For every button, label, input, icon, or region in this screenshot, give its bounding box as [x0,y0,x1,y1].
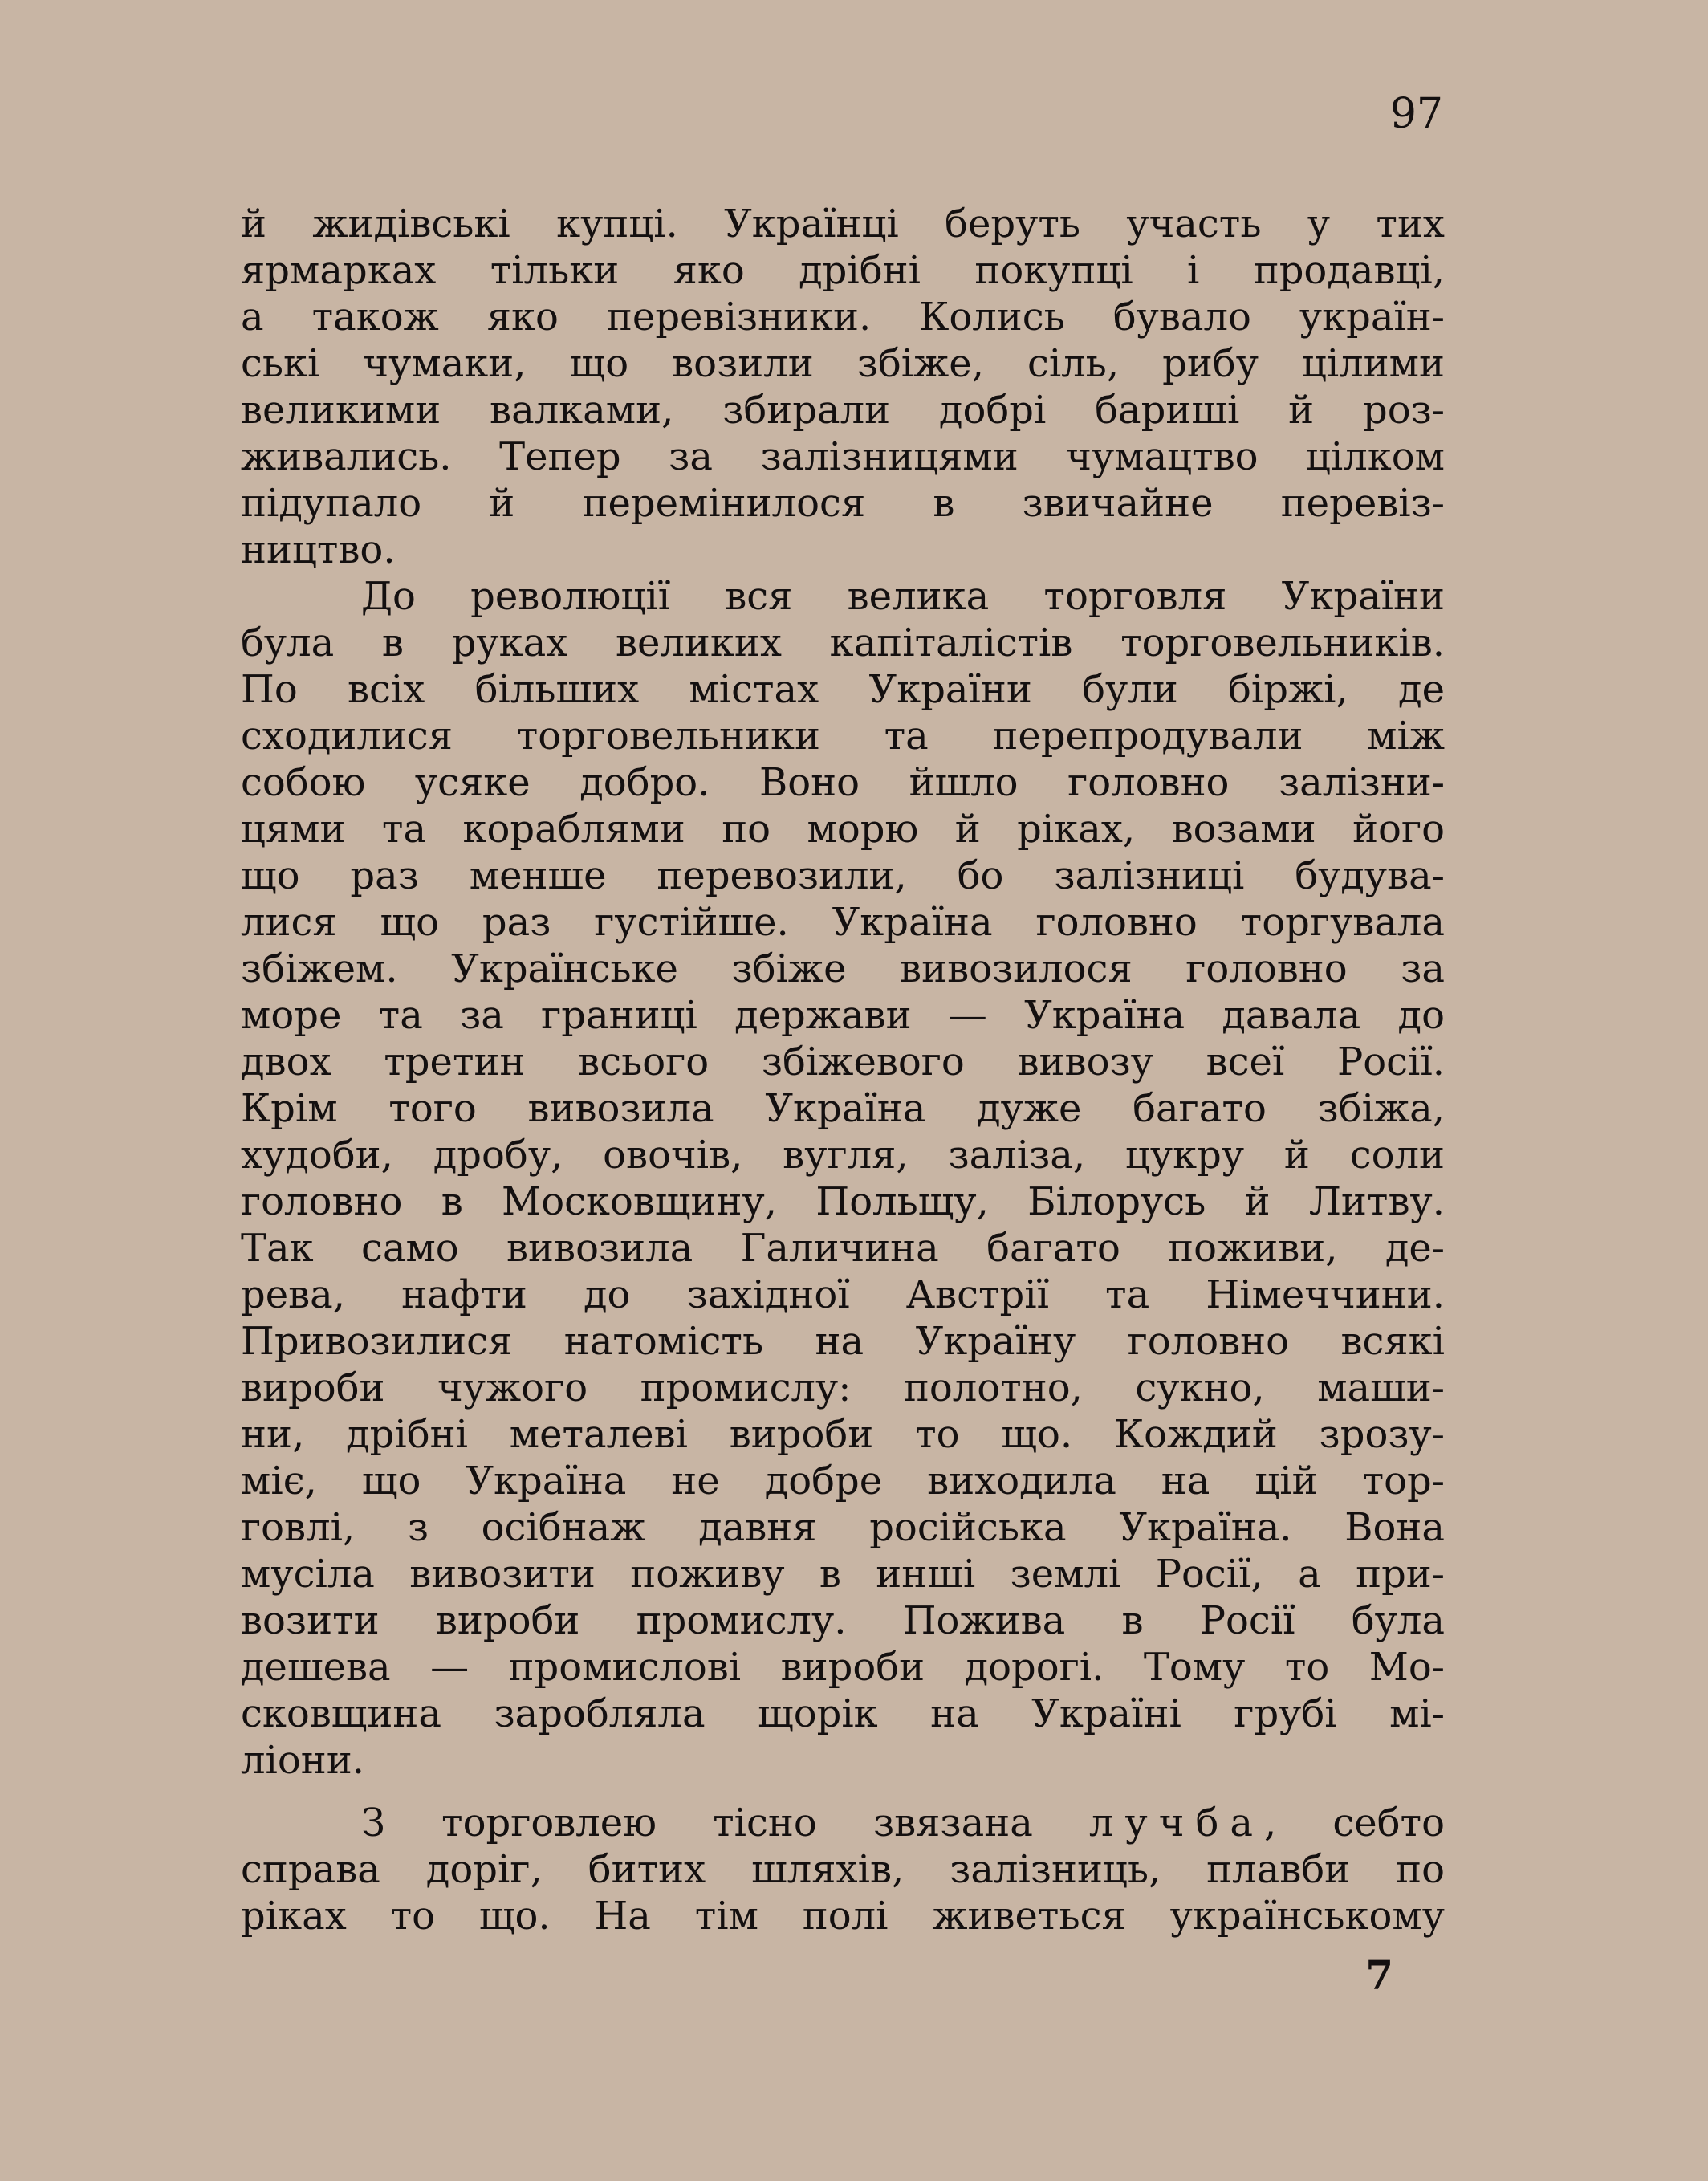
text-line: сковщина заробляла щорік на Україні грубі мі- [241,1691,1445,1736]
text-line: Привозилися натомість на Україну головно всякі [241,1319,1445,1364]
text-line: мусіла вивозити поживу в инші землі Росії, а при- [241,1552,1445,1597]
text-line: худоби, дробу, овочів, вугля, заліза, цукру й соли [241,1133,1445,1178]
text-line: підупало й перемінилося в звичайне перевіз- [241,481,1445,526]
text-line: й жидівські купці. Українці беруть участь у тих [241,201,1445,246]
text-line: двох третин всього збіжевого вивозу всеї Росії. [241,1040,1445,1084]
text-line: а також яко перевізники. Колись бувало україн- [241,295,1445,340]
text-line: собою усяке добро. Воно йшло головно залізни- [241,760,1445,805]
text-line: сходилися торговельники та перепродували між [241,714,1445,759]
spaced-term: лучба [1088,1801,1264,1845]
text-line: збіжем. Українське збіже вивозилося головно за [241,946,1445,991]
text-line: Крім того вивозила Україна дуже багато збіжа, [241,1086,1445,1131]
text-line: міє, що Україна не добре виходила на цій тор- [241,1459,1445,1504]
text-line: була в руках великих капіталістів торговельників. [241,621,1445,665]
text-line: великими валками, збирали добрі бариші й роз- [241,388,1445,433]
text-line: вироби чужого промислу: полотно, сукно, маши- [241,1365,1445,1410]
text-line: справа доріг, битих шляхів, залізниць, плавби по [241,1847,1445,1892]
paragraph-2 [241,573,1445,1784]
text-line: ріках то що. На тім полі живеться українському [241,1894,1445,1939]
text-line: ярмарках тільки яко дрібні покупці і продавці, [241,248,1445,293]
text-block [241,201,1445,1939]
text-line [241,1800,1445,1846]
paragraph-gap [241,1784,1445,1800]
page-number: 97 [1389,90,1443,138]
text-line: ліони. [241,1738,364,1783]
text-span: З торговлею тісно звязана [361,1801,1033,1845]
text-line: ські чумаки, що возили збіже, сіль, рибу цілими [241,341,1445,386]
text-line: рева, нафти до західної Австрії та Німеччини. [241,1272,1445,1317]
text-line: головно в Московщину, Польщу, Білорусь й Литву. [241,1179,1445,1224]
text-line: Так само вивозила Галичина багато поживи, де- [241,1226,1445,1271]
text-line: живались. Тепер за залізницями чумацтво цілком [241,434,1445,479]
text-line: ни, дрібні металеві вироби то що. Кождий зрозу- [241,1412,1445,1457]
text-line: говлі, з осібнаж давня російська Україна. Вона [241,1505,1445,1550]
text-line: До революції вся велика торговля України [361,574,1445,619]
paragraph-3 [241,1800,1445,1939]
text-line: ництво. [241,527,396,572]
text-line: дешева — промислові вироби дорогі. Тому то Мо- [241,1645,1445,1690]
text-line: возити вироби промислу. Пожива в Росії була [241,1598,1445,1643]
signature-mark: 7 [1365,1951,1393,1999]
text-line: море та за границі держави — Україна давала до [241,993,1445,1038]
text-span: , себто [1263,1801,1446,1845]
text-line: що раз менше перевозили, бо залізниці будува- [241,853,1445,898]
text-line: По всіх більших містах України були біржі, де [241,667,1445,712]
text-line: цями та кораблями по морю й ріках, возами його [241,807,1445,852]
text-line: лися що раз густійше. Україна головно торгувала [241,900,1445,945]
paragraph-1 [241,201,1445,573]
